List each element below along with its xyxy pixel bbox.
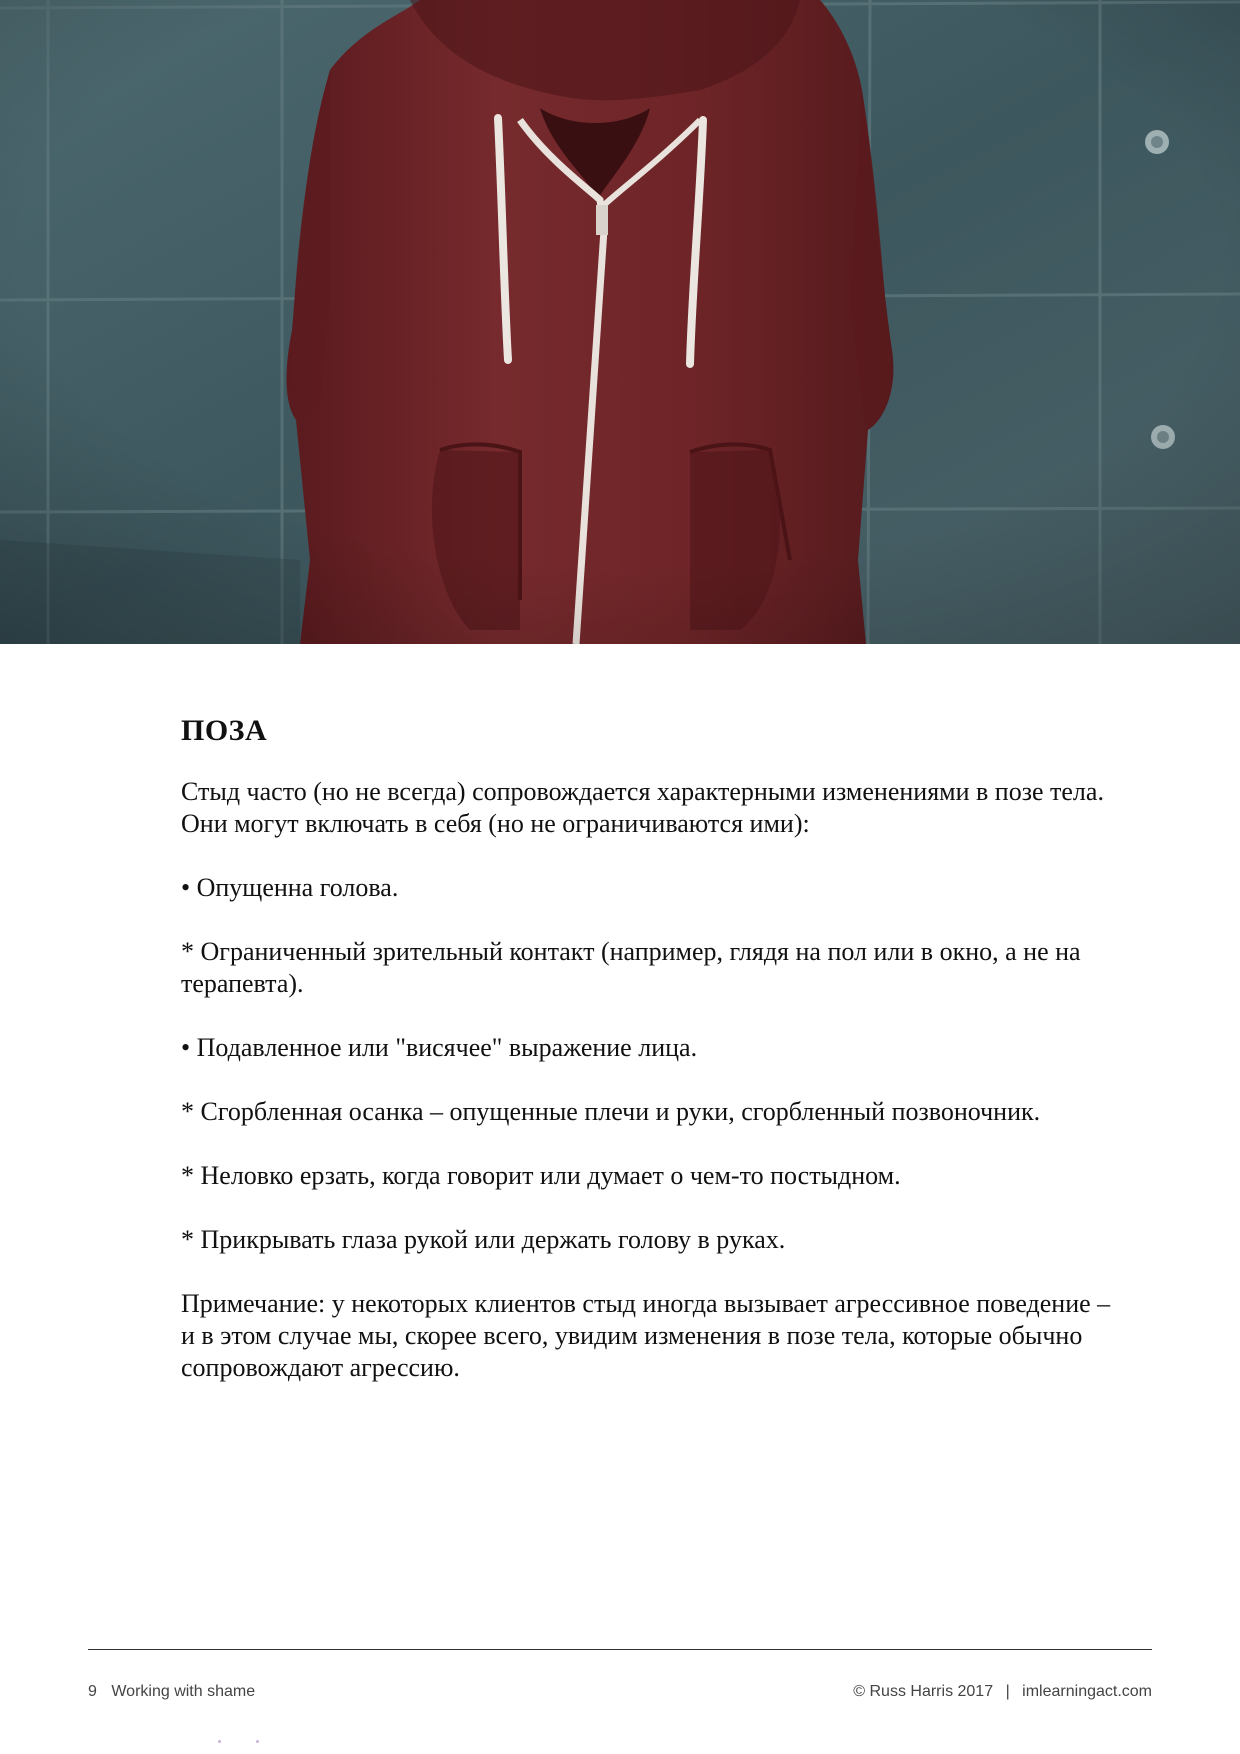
footer-left — [88, 1683, 255, 1701]
list-item: * Ограниченный зрительный контакт (например, глядя на пол или в окно, а не на терапевта). — [181, 937, 1081, 998]
copyright-text: © Russ Harris 2017 — [853, 1683, 994, 1700]
list-item: * Неловко ерзать, когда говорит или думает о чем-то постыдном. — [181, 1161, 901, 1190]
website-link[interactable]: imlearningact.com — [1022, 1683, 1152, 1700]
page-number: 9 — [88, 1683, 97, 1700]
article-body — [181, 712, 1111, 1384]
decorative-dots — [214, 1740, 264, 1746]
intro-paragraph: Стыд часто (но не всегда) сопровождается характерными изменениями в позе тела. Они могут включать в себя (но не ограничиваются ими): — [181, 777, 1104, 838]
list-item: • Подавленное или "висячее" выражение лица. — [181, 1033, 698, 1062]
hero-photo — [0, 0, 1240, 644]
footer-separator: | — [1005, 1683, 1010, 1700]
list-item: * Прикрывать глаза рукой или держать голову в руках. — [181, 1225, 786, 1254]
footer-right — [853, 1683, 1152, 1701]
document-title: Working with shame — [111, 1683, 256, 1700]
list-item: * Сгорбленная осанка – опущенные плечи и руки, сгорбленный позвоночник. — [181, 1097, 1041, 1126]
page-footer — [88, 1683, 1152, 1705]
note-paragraph: Примечание: у некоторых клиентов стыд иногда вызывает агрессивное поведение – и в этом случае мы, скорее всего, увидим изменения в позе тела, которые обычно сопровождают агрессию. — [181, 1289, 1111, 1382]
footer-divider — [88, 1649, 1152, 1650]
list-item: • Опущенна голова. — [181, 873, 399, 902]
section-heading: ПОЗА — [181, 714, 268, 747]
